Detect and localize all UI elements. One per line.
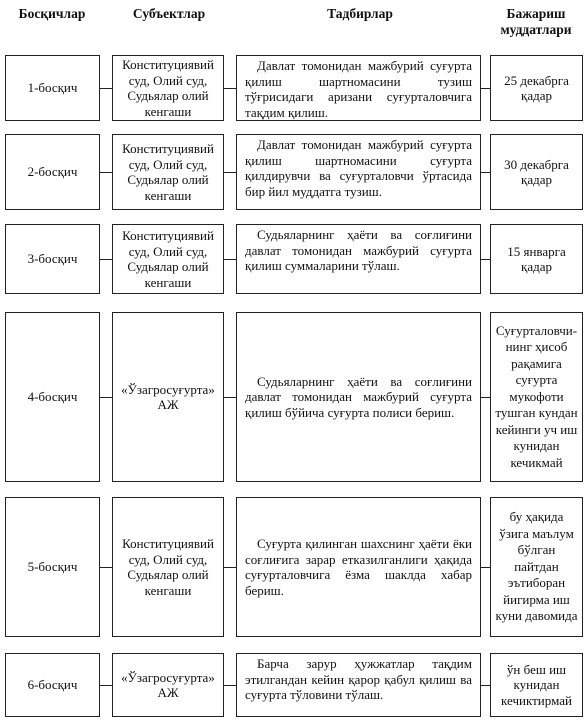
stage-box: 2-босқич (5, 134, 100, 210)
action-text: Давлат томонидан мажбурий суғурта қилиш шартномасини суғурта қилдирувчи ва суғурталовчи ўртасида бир йил муддатга тузиш. (245, 137, 472, 199)
action-box (236, 224, 481, 294)
subject-box: Конституциявий суд, Олий суд, Судьялар олий кенгаши (112, 497, 224, 637)
action-box (236, 312, 481, 482)
deadline-box: 25 декабрга қадар (490, 55, 583, 121)
connector-line (224, 88, 236, 89)
deadline-box: бу ҳақида ўзига маълум бўлган пайтдан эътиборан йигирма иш куни давомида (490, 497, 583, 637)
stage-box: 5-босқич (5, 497, 100, 637)
action-text: Судьяларнинг ҳаёти ва соғлиғини давлат томонидан мажбурий суғурта қилиш суммаларини тўлаш. (245, 227, 472, 273)
action-text: Судьяларнинг ҳаёти ва соғлиғини давлат томонидан мажбурий суғурта қилиш бўйича суғурта полиси бериш. (245, 373, 472, 420)
action-text: Суғурта қилинган шахснинг ҳаёти ёки соғлиғига зарар етказилганлиги ҳақида суғурталовчига ёзма шаклда хабар бериш. (245, 536, 472, 598)
header-deadline: Бажариш муддатлари (500, 6, 572, 37)
action-box (236, 497, 481, 637)
connector-line (481, 397, 490, 398)
connector-line (100, 567, 112, 568)
connector-line (100, 397, 112, 398)
action-text: Барча зарур ҳужжатлар тақдим этилгандан кейин қарор қабул қилиш ва суғурта тўловини тўлаш. (245, 656, 472, 702)
connector-line (100, 172, 112, 173)
connector-line (224, 172, 236, 173)
stage-box: 4-босқич (5, 312, 100, 482)
action-text: Давлат томонидан мажбурий суғурта қилиш шартномасини тузиш тўғрисидаги аризани суғурталовчига тақдим қилиш. (245, 58, 472, 120)
stage-box: 6-босқич (5, 653, 100, 717)
connector-line (481, 567, 490, 568)
subject-box: «Ўзагросуғурта» АЖ (112, 653, 224, 717)
deadline-box: Суғурталовчи-нинг ҳисоб рақамига суғурта мукофоти тушган кундан кейинги уч иш кунидан кечикмай (490, 312, 583, 482)
stage-box: 1-босқич (5, 55, 100, 121)
connector-line (100, 685, 112, 686)
subject-box: Конституциявий суд, Олий суд, Судьялар олий кенгаши (112, 134, 224, 210)
connector-line (224, 685, 236, 686)
header-subjects: Субъектлар (132, 6, 206, 21)
action-box (236, 653, 481, 717)
connector-line (224, 567, 236, 568)
connector-line (481, 172, 490, 173)
connector-line (224, 259, 236, 260)
subject-box: «Ўзагросуғурта» АЖ (112, 312, 224, 482)
connector-line (100, 88, 112, 89)
deadline-box: 15 январга қадар (490, 224, 583, 294)
connector-line (100, 259, 112, 260)
action-box (236, 55, 481, 121)
connector-line (481, 88, 490, 89)
deadline-box: 30 декабрга қадар (490, 134, 583, 210)
connector-line (481, 685, 490, 686)
stage-box: 3-босқич (5, 224, 100, 294)
connector-line (481, 259, 490, 260)
connector-line (224, 397, 236, 398)
action-box (236, 134, 481, 210)
deadline-box: ўн беш иш кунидан кечиктирмай (490, 653, 583, 717)
header-actions: Тадбирлар (327, 6, 393, 21)
subject-box: Конституциявий суд, Олий суд, Судьялар олий кенгаши (112, 55, 224, 121)
subject-box: Конституциявий суд, Олий суд, Судьялар олий кенгаши (112, 224, 224, 294)
header-stages: Босқичлар (18, 6, 86, 21)
